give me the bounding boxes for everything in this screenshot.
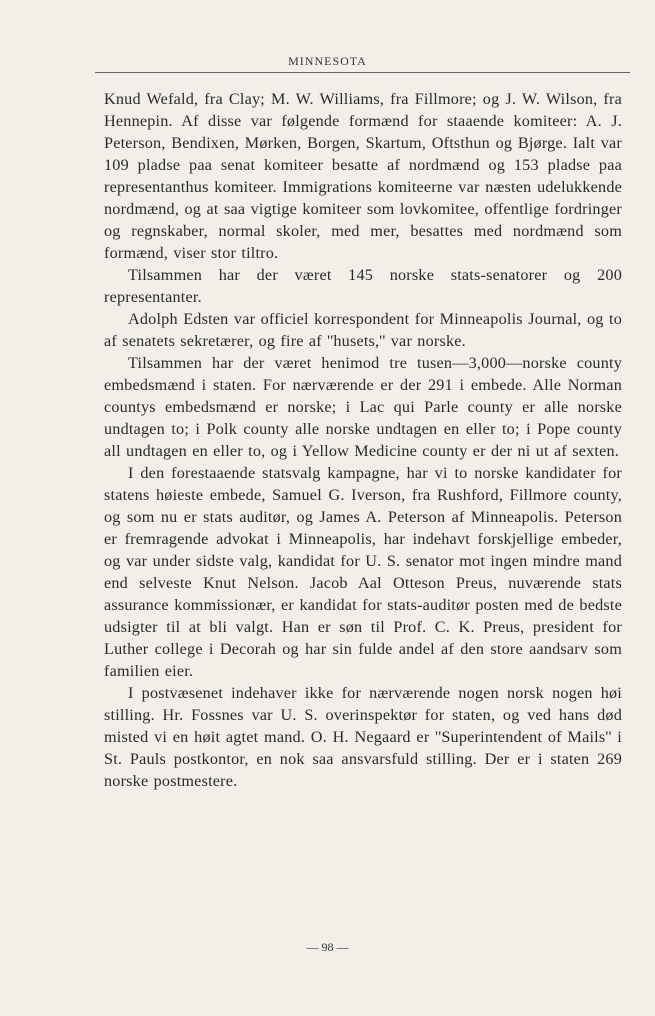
paragraph-5: I den forestaaende statsvalg kampagne, har vi to norske kandidater for statens høieste embede, Samuel G. Iverson, fra Rushford, Fillmore county, og som nu er stats auditør, og James A. Peterson af Minneapolis. Peterson er fremragende advokat i Minneapolis, har indehavt forskjellige embeder, og var under sidste valg, kandidat for U. S. senator mot ingen mindre mand end selveste Knut Nelson. Jacob Aal Otteson Preus, nuværende stats assurance kommissionær, er kandidat for stats-auditør posten med de bedste udsigter til at bli valgt. Han er søn til Prof. C. K. Preus, president for Luther college i Decorah og har sin fulde andel af den store aandsarv som familien eier. [104, 464, 622, 680]
paragraph-1: Knud Wefald, fra Clay; M. W. Williams, fra Fillmore; og J. W. Wilson, fra Hennepin. Af disse var følgende formænd for staaende komiteer: A. J. Peterson, Bendixen, Mørken, Borgen, Skartum, Oftsthun og Bjørge. Ialt var 109 pladse paa senat komiteer besatte af nordmænd og 153 pladse paa representanthus komiteer. Immigrations komiteerne var næsten udelukkende nordmænd, og at saa vigtige komiteer som lovkomitee, offentlige fordringer og regnskaber, normal skoler, med mer, besattes med nordmænd som formænd, viser stor tiltro. [104, 90, 622, 262]
header-rule [95, 72, 630, 73]
paragraph-2: Tilsammen har der været 145 norske stats-senatorer og 200 representanter. [104, 266, 622, 306]
paragraph-3: Adolph Edsten var officiel korrespondent for Minneapolis Journal, og to af senatets sekretærer, og fire af ''husets,'' var norske. [104, 310, 622, 350]
page-body [104, 88, 622, 792]
paragraph-6: I postvæsenet indehaver ikke for nærværende nogen norsk nogen høi stilling. Hr. Fossnes var U. S. overinspektør for staten, og ved hans død misted vi en høit agtet mand. O. H. Negaard er ''Superintendent of Mails'' i St. Pauls postkontor, en nok saa ansvarsfuld stilling. Der er i staten 269 norske postmestere. [104, 684, 622, 790]
running-header: MINNESOTA [288, 54, 367, 68]
paragraph-4: Tilsammen har der været henimod tre tusen—3,000—norske county embedsmænd i staten. For nærværende er der 291 i embede. Alle Norman countys embedsmænd er norske; i Lac qui Parle county er alle norske undtagen to; i Polk county alle norske undtagen en eller to; i Pope county all undtagen en eller to, og i Yellow Medicine county er der ni ut af sexten. [104, 354, 622, 460]
page-number: — 98 — [306, 940, 349, 954]
